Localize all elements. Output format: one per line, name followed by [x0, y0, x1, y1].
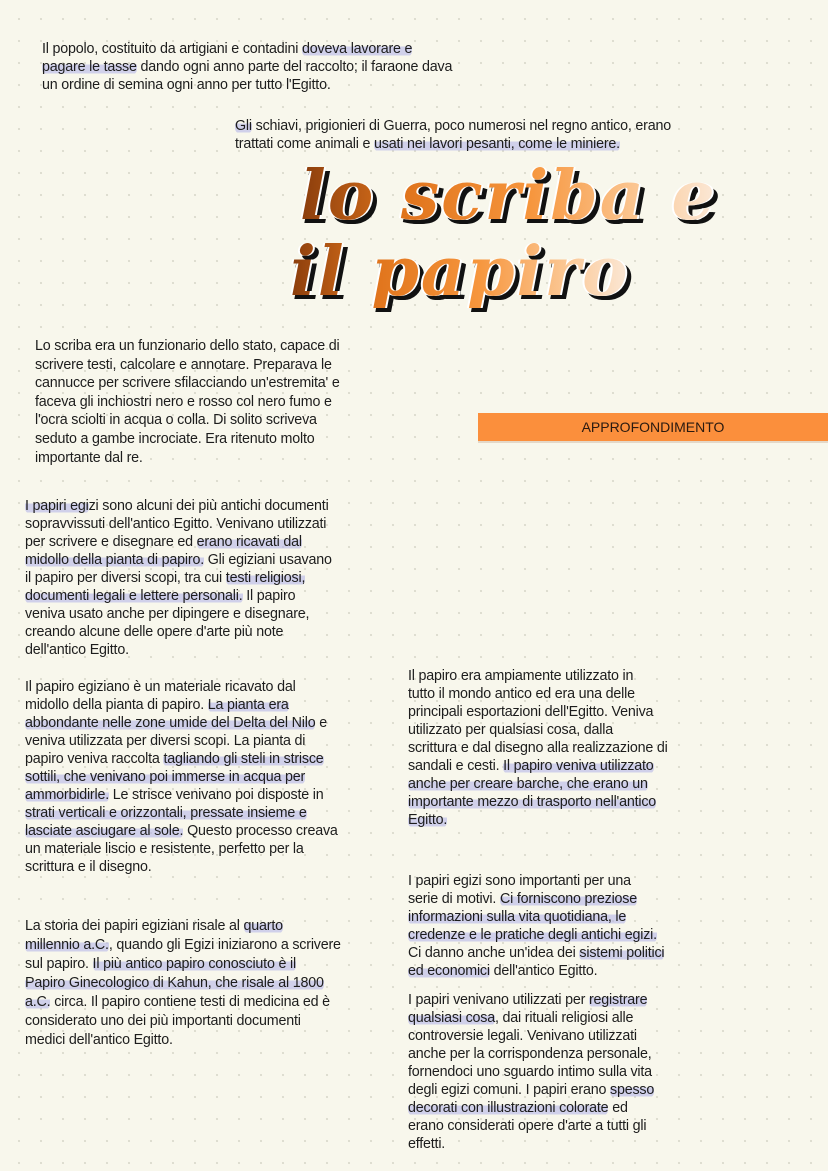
text: papiro veniva raccolta: [25, 751, 164, 767]
text-line: [25, 696, 338, 714]
text-line: [25, 641, 332, 659]
text-line: [408, 908, 664, 926]
highlighted-text: qualsiasi cosa: [408, 1010, 496, 1026]
text-line: [35, 393, 340, 412]
text-line: [35, 430, 340, 449]
text-line: [25, 515, 332, 533]
highlighted-text: doveva lavorare e: [302, 41, 413, 57]
text-line: [25, 840, 338, 858]
text: scrivere testi, calcolare e annotare. Preparava le: [35, 356, 332, 373]
text: scrittura e il disegno.: [25, 859, 152, 875]
text: I papiri venivano utilizzati per: [408, 992, 589, 1008]
paragraph-registrare: [408, 991, 654, 1153]
text-line: [408, 872, 664, 890]
text-line: [25, 936, 341, 955]
text: sopravvissuti dell'antico Egitto. Venivano utilizzati: [25, 516, 327, 532]
highlighted-text: Il papiro veniva utilizzato: [503, 758, 654, 774]
highlighted-text: Il più antico papiro conosciuto è il: [92, 956, 296, 972]
paragraph-scriba: [35, 337, 340, 467]
text-line: [25, 533, 332, 551]
text: Il papiro: [242, 588, 296, 604]
text: schiavi, prigionieri di Guerra, poco numerosi nel regno antico, erano: [251, 118, 671, 134]
highlighted-text: ed economici: [408, 963, 490, 979]
highlighted-text: Egitto.: [408, 812, 448, 828]
text: fornendoci uno sguardo intimo sulla vita: [408, 1064, 652, 1080]
text: cannucce per scrivere sfilacciando un'estremita' e: [35, 375, 340, 392]
text-line: [35, 374, 340, 393]
highlighted-text: sottili, che venivano poi immerse in acqua per: [25, 769, 306, 785]
text-line: [408, 1135, 654, 1153]
highlighted-text: ammorbidirle.: [25, 787, 109, 803]
text-line: [42, 76, 452, 94]
highlighted-text: millennio a.C.: [25, 937, 109, 953]
highlighted-text: spesso: [610, 1082, 655, 1098]
text: Gli egiziani usavano: [203, 552, 332, 568]
text: seduto a gambe incrociate. Era ritenuto molto: [35, 430, 315, 447]
text: per scrivere e disegnare ed: [25, 534, 197, 550]
approfondimento-banner: [478, 413, 828, 441]
text-line: [42, 40, 452, 58]
text-line: [408, 1045, 654, 1063]
text-line: [235, 135, 671, 153]
text-line: [35, 411, 340, 430]
text: sandali e cesti.: [408, 758, 504, 774]
highlighted-text: importante mezzo di trasporto nell'antico: [408, 794, 657, 810]
text: importante dal re.: [35, 449, 143, 466]
text: il papiro per diversi scopi, tra cui: [25, 570, 226, 586]
text-line: [408, 944, 664, 962]
text: creando alcune delle opere d'arte più note: [25, 624, 284, 640]
text: principali esportazioni dell'Egitto. Veniva: [408, 704, 654, 720]
page-title-line2: il papiro: [290, 232, 630, 312]
text-line: [408, 890, 664, 908]
text-line: [25, 858, 338, 876]
text-line: [25, 768, 338, 786]
text: faceva gli inchiostri nero e rosso col nero fumo e: [35, 393, 332, 410]
text-line: [35, 449, 340, 468]
text: utilizzato per qualsiasi cosa, dalla: [408, 722, 613, 738]
text: , dai rituali religiosi alle: [495, 1010, 634, 1026]
text-line: [408, 991, 654, 1009]
text: dando ogni anno parte del raccolto; il faraone dava: [136, 59, 453, 75]
text-line: [408, 962, 664, 980]
text: midollo della pianta di papiro.: [25, 697, 208, 713]
text-line: [408, 1117, 654, 1135]
text: medici dell'antico Egitto.: [25, 1032, 173, 1048]
text: dell'antico Egitto.: [25, 642, 129, 658]
text: un materiale liscio e resistente, perfetto per la: [25, 841, 304, 857]
text: Il papiro egiziano è un materiale ricavato dal: [25, 679, 296, 695]
text-line: [42, 58, 452, 76]
highlighted-text: abbondante nelle zone umide del Delta del Nilo: [25, 715, 316, 731]
paragraph-materiale: [25, 678, 338, 876]
highlighted-text: Gli: [235, 118, 252, 134]
highlighted-text: quarto: [243, 918, 283, 934]
text-line: [25, 714, 338, 732]
text-line: [25, 822, 338, 840]
highlighted-text: testi religiosi,: [225, 570, 306, 586]
text-line: [25, 569, 332, 587]
text: , quando gli Egizi iniziarono a scrivere: [108, 937, 341, 953]
text-line: [25, 587, 332, 605]
highlighted-text: tagliando gli steli in strisce: [163, 751, 324, 767]
text-line: [408, 926, 664, 944]
text-line: [25, 623, 332, 641]
text-line: [408, 739, 668, 757]
text: anche per la corrispondenza personale,: [408, 1046, 652, 1062]
text: zi sono alcuni dei più antichi documenti: [88, 498, 329, 514]
text: Ci danno anche un'idea dei: [408, 945, 580, 961]
text: circa. Il papiro contiene testi di medicina ed è: [50, 994, 330, 1010]
highlighted-text: registrare: [588, 992, 648, 1008]
highlighted-text: midollo della pianta di papiro.: [25, 552, 204, 568]
text-line: [408, 757, 668, 775]
text-line: [408, 721, 668, 739]
text: controversie legali. Venivano utilizzati: [408, 1028, 637, 1044]
highlighted-text: informazioni sulla vita quotidiana, le: [408, 909, 627, 925]
highlighted-text: I papiri egi: [25, 498, 89, 514]
text-line: [25, 917, 341, 936]
text-line: [25, 605, 332, 623]
highlighted-text: lasciate asciugare al sole.: [25, 823, 184, 839]
text: Questo processo creava: [183, 823, 338, 839]
text: erano considerati opere d'arte a tutti gli: [408, 1118, 647, 1134]
text-line: [408, 667, 668, 685]
text: Il popolo, costituito da artigiani e contadini: [42, 41, 303, 57]
text-line: [408, 1099, 654, 1117]
highlighted-text: sistemi politici: [579, 945, 665, 961]
text: tutto il mondo antico ed era una delle: [408, 686, 635, 702]
banner-label: APPROFONDIMENTO: [581, 419, 725, 435]
paragraph-importanza: [408, 872, 664, 980]
text-line: [408, 685, 668, 703]
text-line: [408, 811, 668, 829]
text-line: [235, 117, 671, 135]
paragraph-schiavi: [235, 117, 671, 153]
text-line: [25, 993, 341, 1012]
highlighted-text: anche per creare barche, che erano un: [408, 776, 648, 792]
highlighted-text: credenze e le pratiche degli antichi egizi.: [408, 927, 657, 943]
highlighted-text: Ci forniscono preziose: [499, 891, 638, 907]
text-line: [25, 551, 332, 569]
text: considerato uno dei più importanti documenti: [25, 1013, 301, 1029]
text: Lo scriba era un funzionario dello stato, capace di: [35, 338, 340, 354]
text-line: [408, 1081, 654, 1099]
highlighted-text: strati verticali e orizzontali, pressate insieme e: [25, 805, 307, 821]
text-line: [25, 804, 338, 822]
highlighted-text: decorati con illustrazioni colorate: [408, 1100, 609, 1116]
text: dell'antico Egitto.: [489, 963, 598, 979]
paragraph-storia: [25, 917, 341, 1050]
text: scrittura e dal disegno alla realizzazione di: [408, 740, 668, 756]
text: veniva usato anche per dipingere e disegnare,: [25, 606, 310, 622]
text: trattati come animali e: [235, 136, 375, 152]
text: Le strisce venivano poi disposte in: [109, 787, 324, 803]
paragraph-popolo: [42, 40, 452, 94]
highlighted-text: documenti legali e lettere personali.: [25, 588, 243, 604]
text-line: [408, 775, 668, 793]
paragraph-esportazioni: [408, 667, 668, 829]
text: I papiri egizi sono importanti per una: [408, 873, 631, 889]
text-line: [25, 497, 332, 515]
page-title-line1: lo scriba e: [300, 156, 717, 236]
text-line: [408, 793, 668, 811]
text: serie di motivi.: [408, 891, 500, 907]
text: La storia dei papiri egiziani risale al: [25, 918, 244, 934]
highlighted-text: Papiro Ginecologico di Kahun, che risale al 1800: [25, 975, 324, 991]
highlighted-text: erano ricavati dal: [196, 534, 302, 550]
text-line: [35, 356, 340, 375]
text-line: [408, 1027, 654, 1045]
text: un ordine di semina ogni anno per tutto l'Egitto.: [42, 77, 331, 93]
text-line: [25, 1012, 341, 1031]
text: sul papiro.: [25, 956, 93, 972]
text-line: [25, 955, 341, 974]
text-line: [25, 974, 341, 993]
text: Il papiro era ampiamente utilizzato in: [408, 668, 634, 684]
text-line: [25, 1031, 341, 1050]
highlighted-text: La pianta era: [207, 697, 289, 713]
text-line: [408, 703, 668, 721]
text-line: [408, 1063, 654, 1081]
text-line: [25, 678, 338, 696]
text: effetti.: [408, 1136, 446, 1152]
text-line: [35, 337, 340, 356]
text: e: [315, 715, 327, 731]
highlighted-text: a.C.: [25, 994, 51, 1010]
text: veniva utilizzata per diversi scopi. La pianta di: [25, 733, 306, 749]
highlighted-text: usati nei lavori pesanti, come le miniere.: [374, 136, 620, 152]
text-line: [25, 750, 338, 768]
text-line: [408, 1009, 654, 1027]
text-line: [25, 732, 338, 750]
text: ed: [608, 1100, 628, 1116]
text-line: [25, 786, 338, 804]
text: l'ocra sciolti in acqua o colla. Di solito scriveva: [35, 412, 317, 429]
highlighted-text: pagare le tasse: [42, 59, 137, 75]
paragraph-papiri-antichi: [25, 497, 332, 659]
text: degli egizi comuni. I papiri erano: [408, 1082, 611, 1098]
